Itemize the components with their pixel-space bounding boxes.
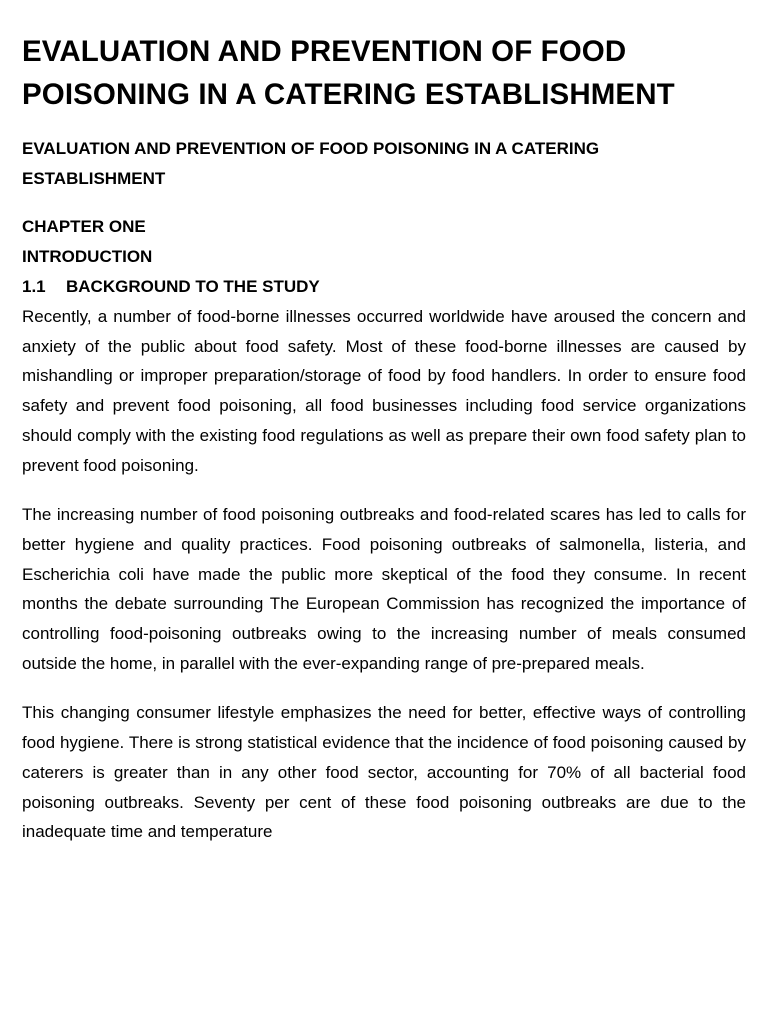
section-number: 1.1	[22, 277, 46, 296]
body-paragraph-2: The increasing number of food poisoning outbreaks and food-related scares has led to calls for better hygiene and quality practices. Food poisoning outbreaks of salmonella, listeria, and Escherichia coli have made the public more skeptical of the food they consume. In recent months the debate surrounding The European Commission has recognized the importance of controlling food-poisoning outbreaks owing to the increasing number of meals consumed outside the home, in parallel with the ever-expanding range of pre-prepared meals.	[22, 505, 746, 673]
chapter-name-heading: INTRODUCTION	[22, 247, 153, 266]
document-page	[22, 30, 746, 867]
document-main-title: EVALUATION AND PREVENTION OF FOOD POISONING IN A CATERING ESTABLISHMENT	[22, 35, 675, 111]
body-paragraph-3: This changing consumer lifestyle emphasizes the need for better, effective ways of controlling food hygiene. There is strong statistical evidence that the incidence of food poisoning caused by caterers is greater than in any other food sector, accounting for 70% of all bacterial food poisoning outbreaks. Seventy per cent of these food poisoning outbreaks are due to the inadequate time and temperature	[22, 703, 746, 842]
document-sub-title: EVALUATION AND PREVENTION OF FOOD POISONING IN A CATERING ESTABLISHMENT	[22, 139, 600, 188]
body-paragraph-1: Recently, a number of food-borne illnesses occurred worldwide have aroused the concern and anxiety of the public about food safety. Most of these food-borne illnesses are caused by mishandling or improper preparation/storage of food by food handlers. In order to ensure food safety and prevent food poisoning, all food businesses including food service organizations should comply with the existing food regulations as well as prepare their own food safety plan to prevent food poisoning.	[22, 307, 746, 475]
section-title: BACKGROUND TO THE STUDY	[66, 277, 320, 296]
chapter-heading: CHAPTER ONE	[22, 217, 146, 236]
section-heading	[22, 272, 746, 302]
